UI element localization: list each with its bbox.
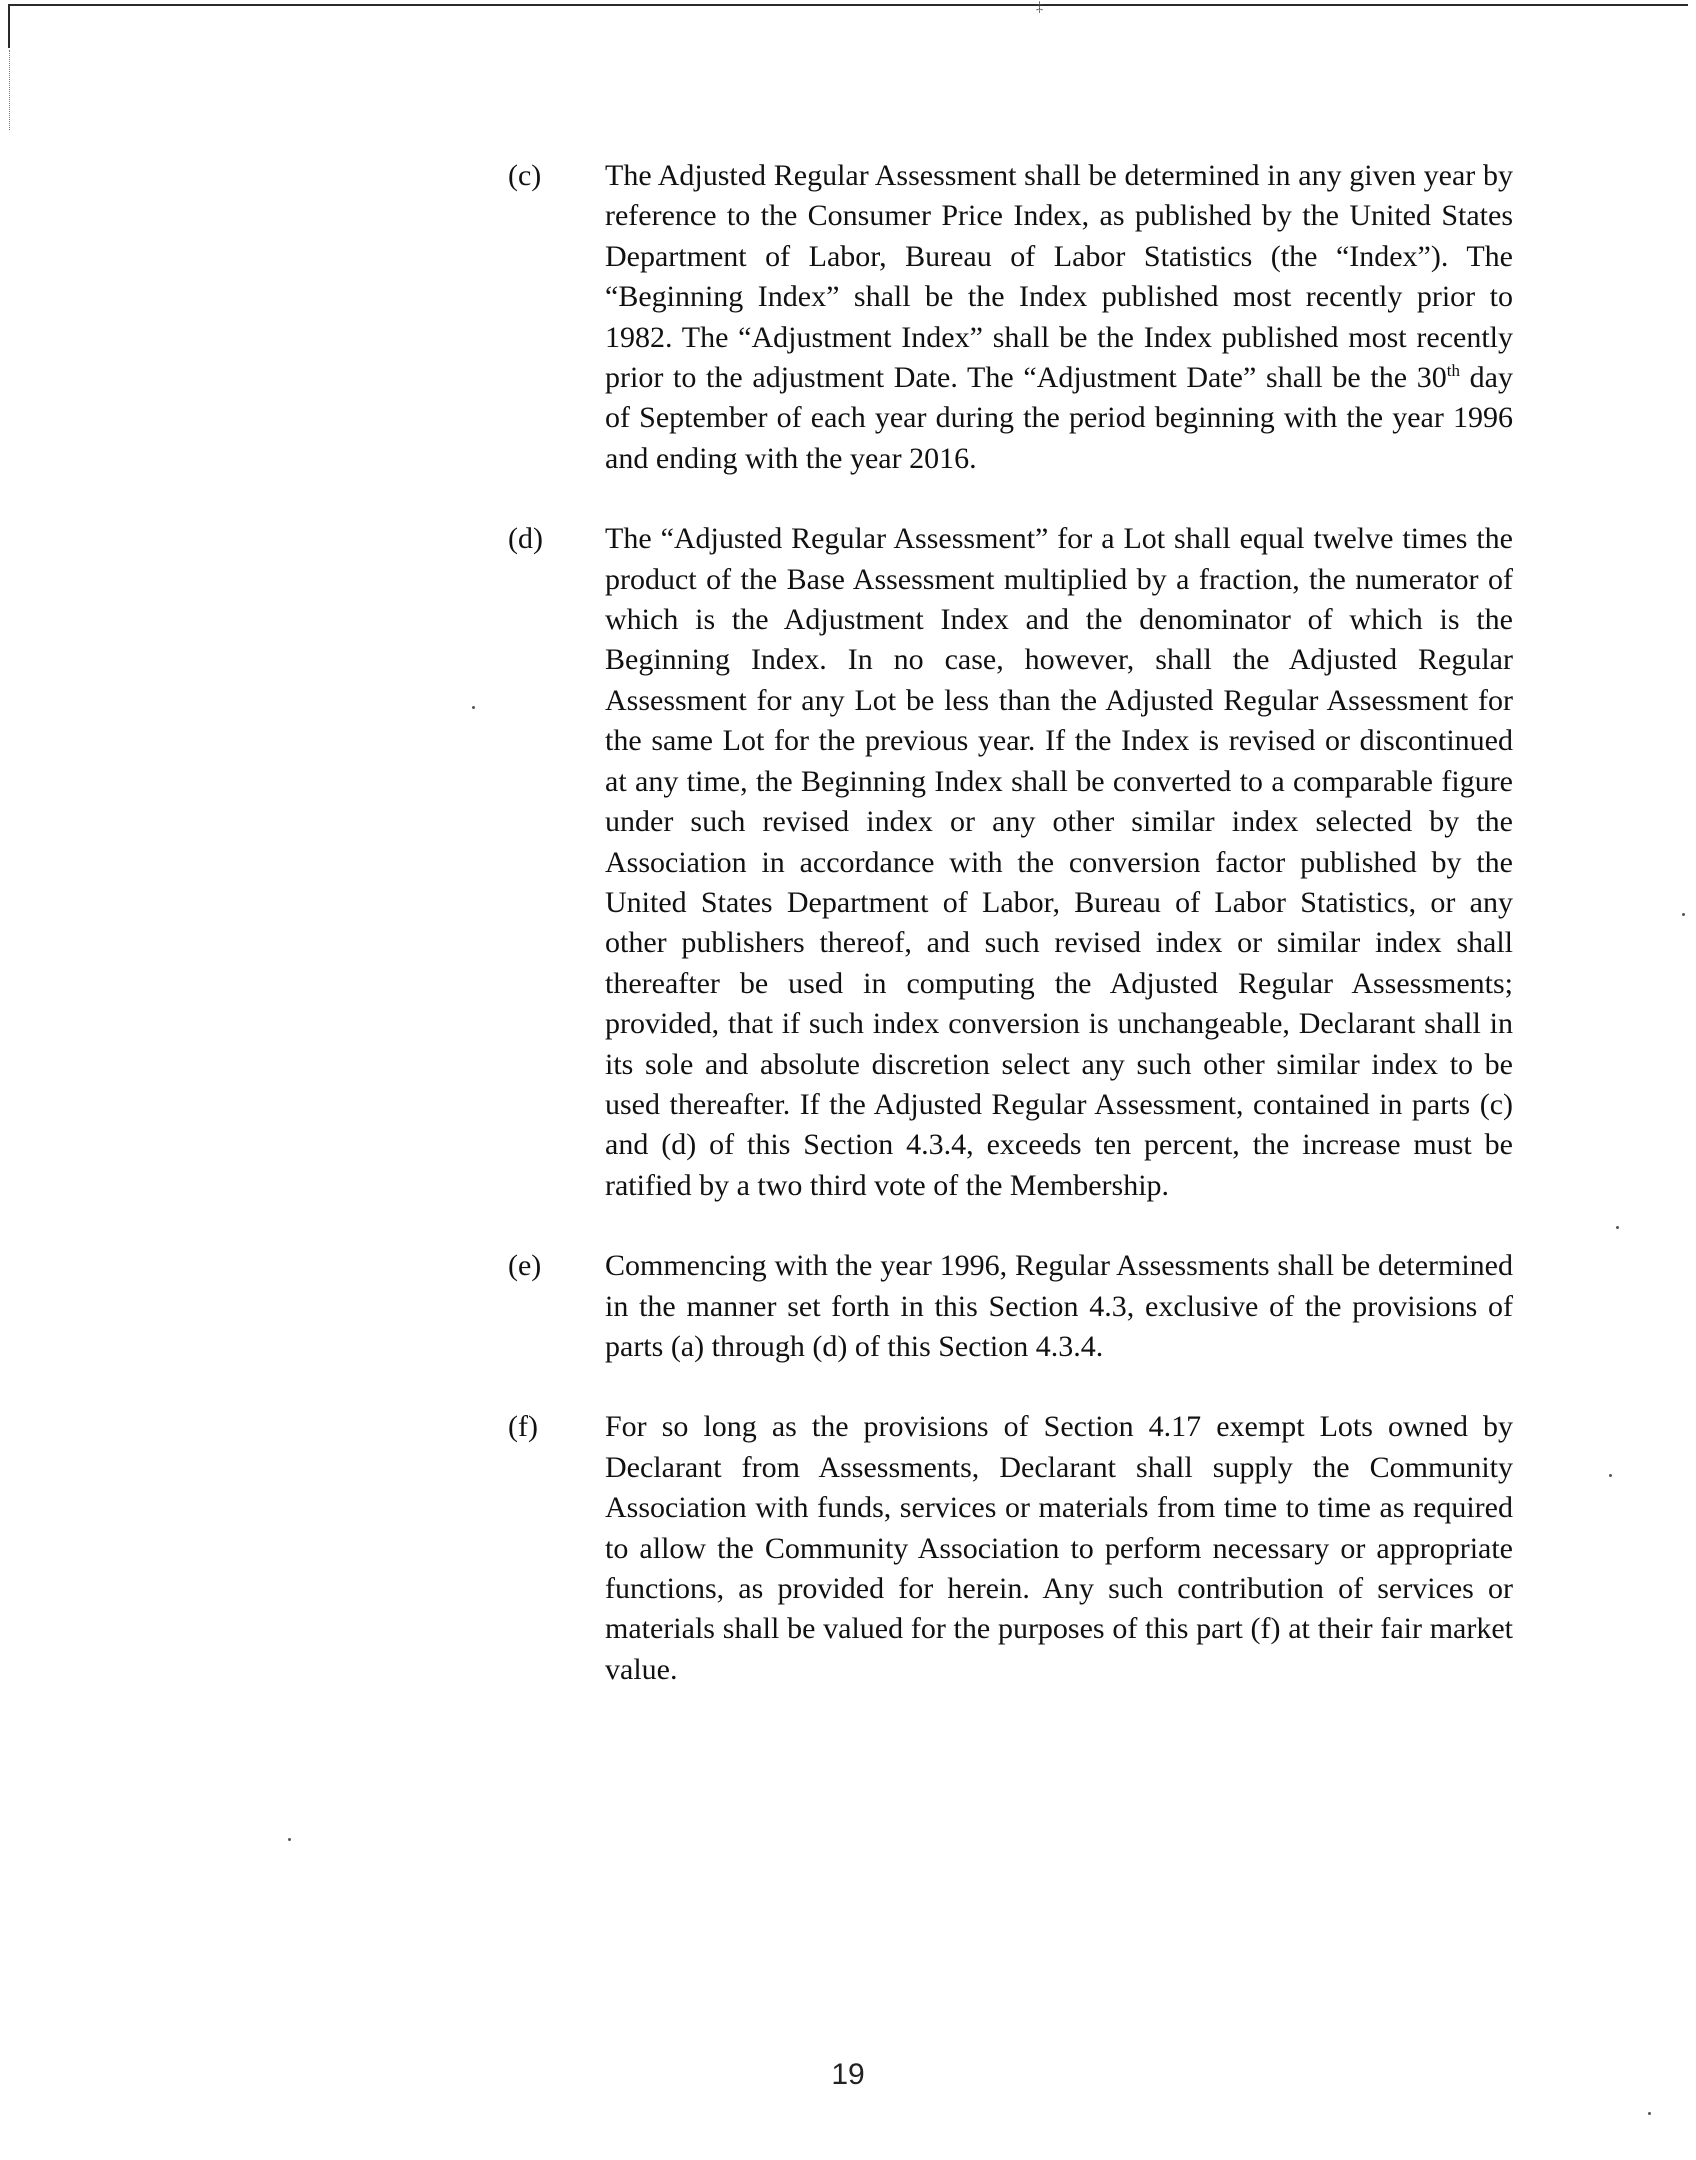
scan-speck (472, 706, 475, 709)
clause-text: For so long as the provisions of Section 4.17 exempt Lots owned by Declarant from Assessments, Declarant shall supply the Community Association with funds, services or materials from time to time as required to allow the Community Association to perform necessary or appropriate functions, as provided for herein. Any such contribution of services or materials shall be valued for the purposes of this part (f) at their fair market value. (605, 1410, 1513, 1686)
clause-label: (c) (508, 159, 542, 192)
scan-top-speck: ‡ (1036, 0, 1043, 15)
clause-label: (e) (508, 1249, 542, 1283)
scan-speck (1616, 1226, 1619, 1229)
scan-speck (288, 1838, 291, 1841)
clause-text: Commencing with the year 1996, Regular Assessments shall be determined in the manner set forth in this Section 4.3, exclusive of the provisions of parts (a) through (d) of this Section 4.3.4. (605, 1249, 1513, 1363)
ordinal-suffix: th (1446, 361, 1460, 381)
clause-d (508, 519, 1513, 1206)
document-body (508, 156, 1513, 1730)
clause-text-part: day of September of each year during the period beginning with the year 1996 and ending with the year 2016. (605, 361, 1513, 475)
clause-text (605, 156, 1513, 479)
page-number: 19 (831, 2058, 865, 2091)
clause-e (508, 1246, 1513, 1367)
clause-c (508, 156, 1513, 479)
scan-speck (1648, 2112, 1651, 2115)
clause-text: The “Adjusted Regular Assessment” for a Lot shall equal twelve times the product of the Base Assessment multiplied by a fraction, the numerator of which is the Adjustment Index and the denominator of which is the Beginning Index. In no case, however, shall the Adjusted Regular Assessment for any Lot be less than the Adjusted Regular Assessment for the same Lot for the previous year. If the Index is revised or discontinued at any time, the Beginning Index shall be converted to a comparable figure under such revised index or any other similar index selected by the Association in accordance with the conversion factor published by the United States Department of Labor, Bureau of Labor Statistics, or any other publishers thereof, and such revised index or similar index shall thereafter be used in computing the Adjusted Regular Assessments; provided, that if such index conversion is unchangeable, Declarant shall in its sole and absolute discretion select any such other similar index to be used thereafter. If the Adjusted Regular Assessment, contained in parts (c) and (d) of this Section 4.3.4, exceeds ten percent, the increase must be ratified by a two third vote of the Membership. (605, 522, 1513, 1202)
scan-top-border (8, 4, 1688, 6)
clause-label: (d) (508, 522, 543, 556)
scan-speck (1682, 913, 1685, 916)
scan-left-dotted-line (9, 50, 10, 130)
scan-left-mark (8, 4, 10, 48)
clause-f (508, 1407, 1513, 1690)
scan-speck (1609, 1474, 1612, 1477)
clause-text-part: The Adjusted Regular Assessment shall be determined in any given year by reference to the Consumer Price Index, as published by the United States Department of Labor, Bureau of Labor Statistics (the “Index”). The “Beginning Index” shall be the Index published most recently prior to 1982. The “Adjustment Index” shall be the Index published most recently prior to the adjustment Date. The “Adjustment Date” shall be the 30 (605, 159, 1513, 395)
clause-label: (f) (508, 1410, 538, 1444)
